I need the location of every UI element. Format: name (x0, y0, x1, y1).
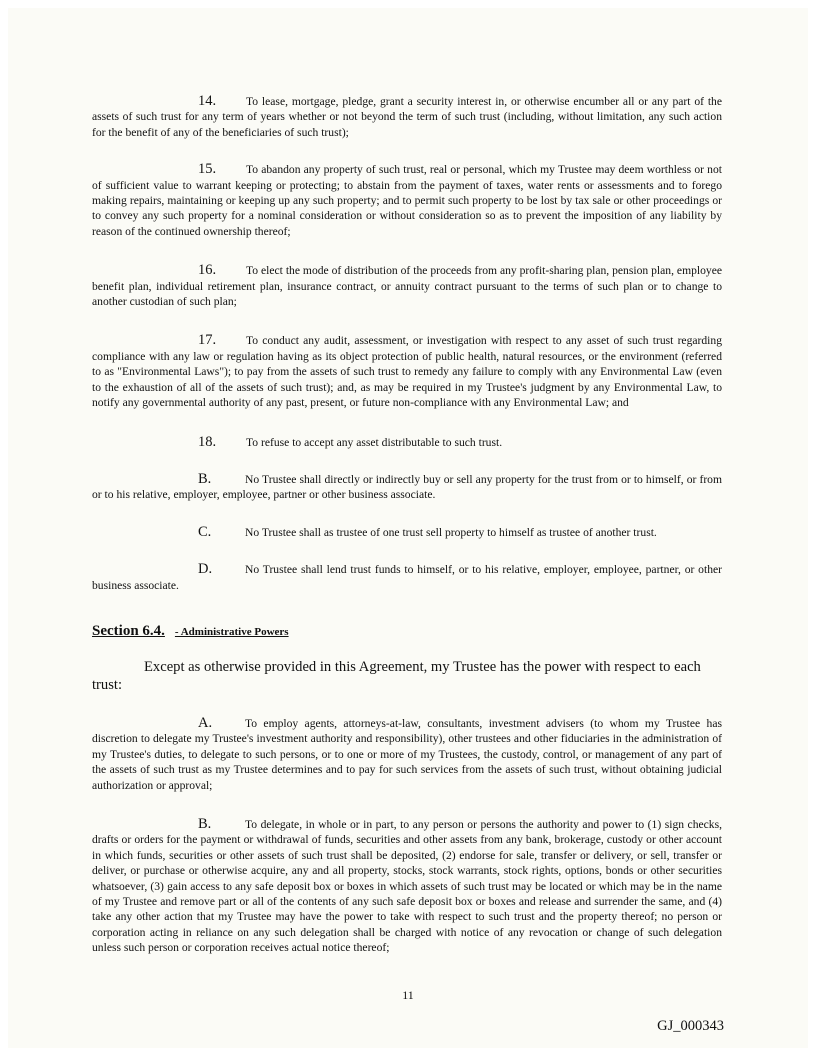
paragraph-number: B. (198, 470, 212, 487)
paragraph-b-delegate (92, 817, 722, 956)
paragraph-14 (92, 94, 722, 140)
paragraph-number: 18. (198, 433, 217, 450)
bates-number: GJ_000343 (657, 1018, 724, 1034)
paragraph-text: To abandon any property of such trust, real or personal, which my Trustee may deem worthless or not of sufficient value to warrant keeping or protecting; to abstain from the payment of taxes, water rents or assessments and to forego making repairs, maintaining or keeping up any such property; and to permit such property to be lost by tax sale or other proceedings or to convey any such property for a nominal consideration or without consideration so as to prevent the imposition of any liability by reason of the continued ownership thereof; (92, 163, 722, 238)
paragraph-text: To conduct any audit, assessment, or investigation with respect to any asset of such trust regarding compliance with any law or regulation having as its object protection of public health, natural resources, or the environment (referred to as "Environmental Laws"); to pay from the assets of such trust to remedy any failure to comply with any Environmental Law (even to the exhaustion of all of the assets of such trust); and, as may be required in my Trustee's judgment by any Environmental Law, to notify any governmental authority of any past, present, or future non-compliance with any Environmental Law; and (92, 334, 722, 410)
document-body (92, 94, 722, 956)
paragraph-15 (92, 162, 722, 239)
paragraph-number: A. (198, 714, 213, 731)
paragraph-text: To lease, mortgage, pledge, grant a security interest in, or otherwise encumber all or any part of the assets of such trust for any term of years whether or not beyond the term of such trust (including, without limitation, any such action for the benefit of any of the beneficiaries of such trust); (92, 95, 722, 139)
paragraph-number: B. (198, 815, 212, 832)
paragraph-number: D. (198, 561, 213, 578)
paragraph-text: To refuse to accept any asset distributable to such trust. (246, 435, 503, 449)
paragraph-text: To elect the mode of distribution of the proceeds from any profit-sharing plan, pension plan, employee benefit plan, individual retirement plan, insurance contract, or annuity contract pursuant to the terms of such plan or to change to another custodian of such plan; (92, 264, 722, 309)
section-heading (92, 623, 722, 640)
page-number: 11 (402, 988, 414, 1002)
document-page (8, 8, 808, 1048)
paragraph-a (92, 716, 722, 793)
paragraph-d (92, 562, 722, 593)
paragraph-number: 15. (198, 161, 217, 178)
section-title: - Administrative Powers (174, 625, 289, 638)
paragraph-text: No Trustee shall lend trust funds to himself, or to his relative, employer, employee, partner, or other business associate. (92, 563, 722, 592)
paragraph-17 (92, 333, 722, 410)
paragraph-18 (92, 435, 722, 450)
paragraph-number: 17. (198, 332, 217, 349)
paragraph-number: 16. (198, 262, 217, 279)
paragraph-text: To delegate, in whole or in part, to any person or persons the authority and power to (1) sign checks, drafts or orders for the payment or withdrawal of funds, securities and other assets from any bank, brokerage, custody or other account in which funds, securities or other assets of such trust shall be deposited, (2) endorse for sale, transfer or delivery, or sell, transfer or deliver, or purchase or otherwise acquire, any and all property, stocks, stock warrants, stock rights, options, bonds or other securities whatsoever, (3) gain access to any safe deposit box or boxes in which assets of such trust may be located or which may be in the name of my Trustee and remove part or all of the contents of any such safe deposit box or boxes and release and surrender the same, and (4) take any other action that my Trustee may have the power to take with respect to such trust and the property thereof; no person or corporation acting in reliance on any such delegation shall be charged with notice of any revocation or change of such delegation unless such person or corporation receives actual notice thereof; (92, 817, 722, 955)
paragraph-b (92, 472, 722, 503)
section-label: Section 6.4. (92, 622, 165, 639)
paragraph-number: 14. (198, 93, 217, 109)
paragraph-c (92, 525, 722, 540)
paragraph-16 (92, 263, 722, 309)
section-intro: Except as otherwise provided in this Agreement, my Trustee has the power with respect to each trust: (92, 658, 701, 693)
paragraph-text: No Trustee shall as trustee of one trust sell property to himself as trustee of another trust. (245, 525, 657, 539)
paragraph-number: C. (198, 523, 212, 540)
paragraph-text: No Trustee shall directly or indirectly buy or sell any property for the trust from or to himself, or from or to his relative, employer, employee, partner or other business associate. (92, 472, 722, 502)
paragraph-text: To employ agents, attorneys-at-law, consultants, investment advisers (to whom my Trustee has discretion to delegate my Trustee's investment authority and responsibility), other trustees and other fiduciaries in the administration of my Trustee's duties, to delegate to such persons, or to one or more of my Trustees, the custody, control, or management of any part of the assets of such trust as my Trustee determines and to pay for such services from the assets of such trust, without obtaining judicial authorization or approval; (92, 716, 722, 792)
